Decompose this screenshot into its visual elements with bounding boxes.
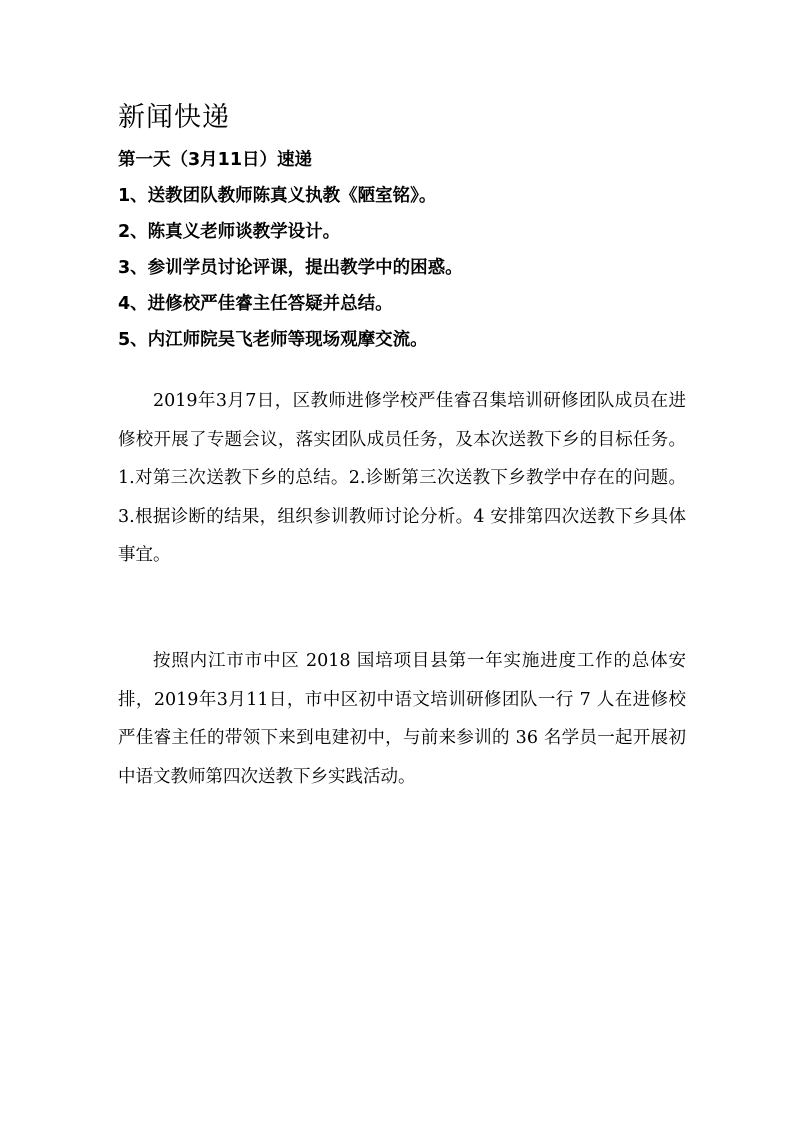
news-item: 1、送教团队教师陈真义执教《陋室铭》。 — [118, 186, 437, 206]
news-item-list — [118, 178, 463, 358]
news-item: 5、内江师院吴飞老师等现场观摩交流。 — [118, 330, 428, 350]
news-item: 3、参训学员讨论评课，提出教学中的困惑。 — [118, 258, 463, 278]
body-paragraph: 按照内江市市中区 2018 国培项目县第一年实施进度工作的总体安排，2019年3月11日，市中区初中语文培训研修团队一行 7 人在进修校严佳睿主任的带领下来到电建初中，与前来参训的 36 名学员一起开展初中语文教师第四次送教下乡实践活动。 — [118, 651, 686, 787]
body-paragraph: 2019年3月7日，区教师进修学校严佳睿召集培训研修团队成员在进修校开展了专题会议，落实团队成员任务，及本次送教下乡的目标任务。1.对第三次送教下乡的总结。2.诊断第三次送教下乡教学中存在的问题。3.根据诊断的结果，组织参训教师讨论分析。4 安排第四次送教下乡具体事宜。 — [118, 391, 686, 566]
page-title: 新闻快递 — [118, 102, 230, 133]
news-item: 4、进修校严佳睿主任答疑并总结。 — [118, 294, 393, 314]
day-subtitle: 第一天（3月11日）速递 — [118, 150, 313, 170]
news-item: 2、陈真义老师谈教学设计。 — [118, 222, 341, 242]
